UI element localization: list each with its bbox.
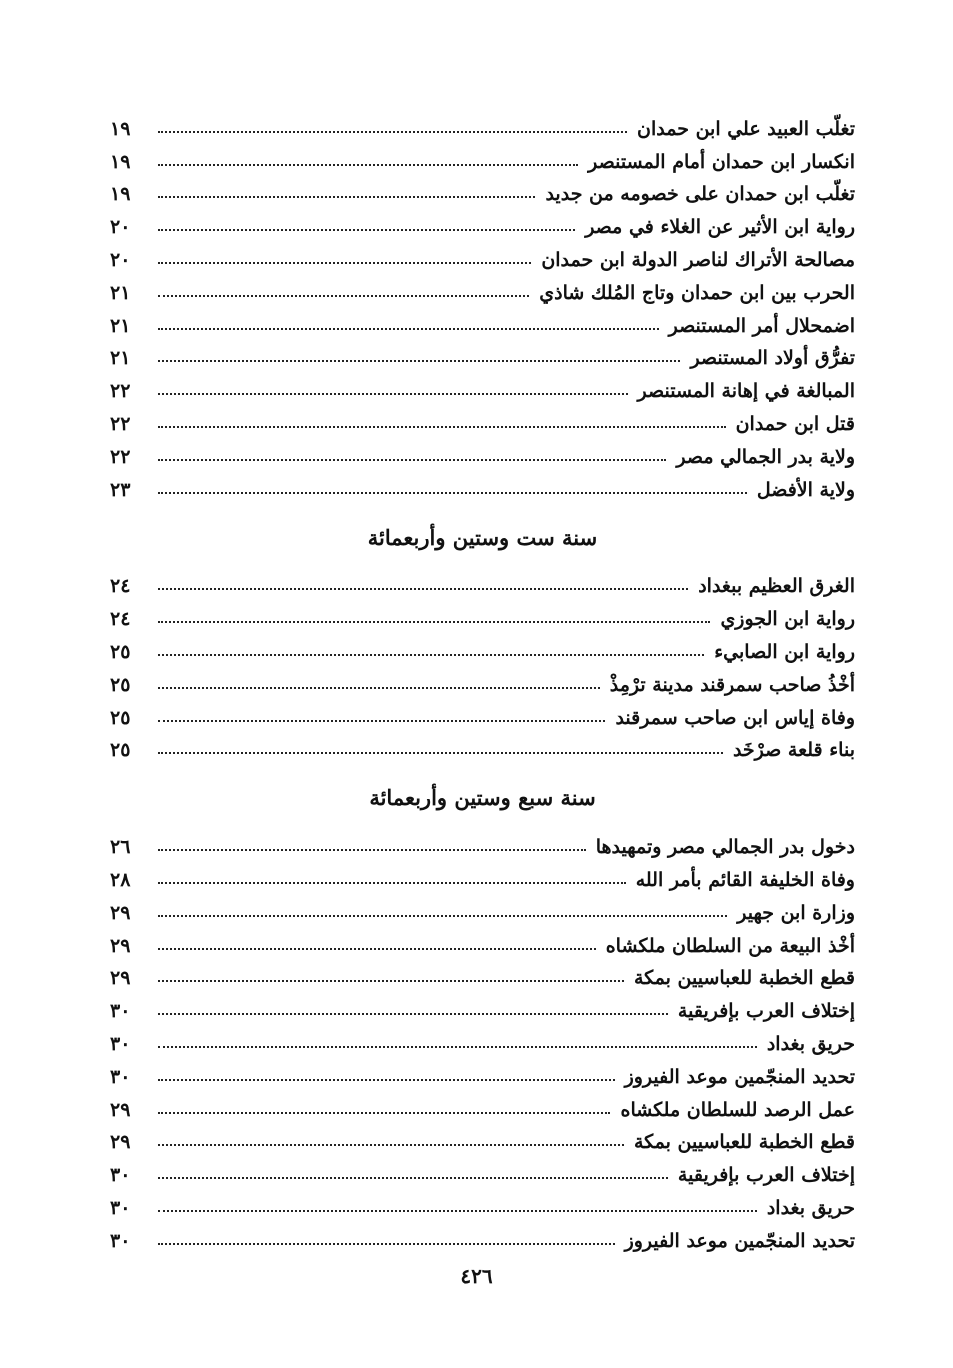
toc-entry-page: ٢٥	[110, 706, 131, 729]
toc-entry-page: ٢٨	[110, 868, 131, 891]
toc-entry-title: حريق بغداد	[766, 1196, 855, 1219]
toc-entry-page: ٣٠	[110, 1065, 131, 1088]
toc-entry-page: ٢٩	[110, 1131, 131, 1154]
toc-entry	[110, 1025, 855, 1058]
toc-entry	[110, 340, 855, 373]
toc-entry-page: ٢٠	[110, 216, 131, 239]
toc-dot-leader	[158, 196, 535, 198]
toc-dot-leader	[158, 1177, 668, 1179]
toc-entry-title: اضمحلال أمر المستنصر	[668, 314, 855, 337]
toc-entry-title: دخول بدر الجمالي مصر وتمهيدها	[595, 836, 855, 859]
toc-entry	[110, 143, 855, 176]
toc-entry-title: الغرق العظيم ببغداد	[698, 575, 855, 598]
toc-entry-page: ١٩	[110, 183, 131, 206]
toc-section	[110, 778, 855, 1254]
toc-entry-page: ٢٢	[110, 380, 131, 403]
toc-dot-leader	[158, 426, 726, 428]
toc-dot-leader	[158, 1112, 610, 1114]
toc-entry-title: حريق بغداد	[766, 1032, 855, 1055]
toc-section	[110, 518, 855, 765]
toc-dot-leader	[158, 1013, 668, 1015]
toc-entry-title: أخْذُ صاحب سمرقند مدينة ترْمِذْ	[609, 673, 855, 696]
toc-entry-title: رواية ابن الصابيء	[714, 640, 855, 663]
toc-entry-title: رواية ابن الأثير عن الغلاء في مصر	[585, 216, 855, 239]
toc-entry	[110, 274, 855, 307]
toc-entry-title: ولاية بدر الجمالي مصر	[676, 445, 855, 468]
toc-dot-leader	[158, 328, 659, 330]
toc-entry-title: بناء قلعة صرْخَد	[732, 739, 855, 762]
toc-dot-leader	[158, 720, 605, 722]
toc-entry	[110, 438, 855, 471]
toc-dot-leader	[158, 915, 727, 917]
toc-entry-title: تفرُّق أولاد المستنصر	[690, 347, 855, 370]
toc-entry	[110, 732, 855, 765]
toc-entry-title: تغلّب العبيد علي ابن حمدان	[637, 117, 855, 140]
toc-entry	[110, 600, 855, 633]
toc-dot-leader	[158, 492, 747, 494]
toc-entry-page: ٢١	[110, 347, 131, 370]
toc-dot-leader	[158, 1243, 615, 1245]
toc-dot-leader	[158, 882, 626, 884]
table-of-contents	[110, 110, 855, 1255]
toc-entry-title: إختلاف العرب بإفريقية	[677, 1164, 855, 1187]
toc-entry-title: المبالغة في إهانة المستنصر	[637, 380, 855, 403]
toc-entry	[110, 666, 855, 699]
toc-entry-page: ٢١	[110, 314, 131, 337]
toc-dot-leader	[158, 752, 723, 754]
toc-dot-leader	[158, 459, 666, 461]
toc-entry-page: ٢٣	[110, 478, 131, 501]
toc-entry	[110, 110, 855, 143]
toc-entry	[110, 1058, 855, 1091]
toc-entry	[110, 927, 855, 960]
toc-entry	[110, 1222, 855, 1255]
toc-dot-leader	[158, 1144, 624, 1146]
toc-entry-title: إختلاف العرب بإفريقية	[677, 1000, 855, 1023]
toc-entry	[110, 828, 855, 861]
toc-entry-page: ٣٠	[110, 1164, 131, 1187]
toc-entry-title: الحرب بين ابن حمدان وتاج المُلك شاذي	[539, 281, 855, 304]
toc-entry-page: ٢١	[110, 281, 131, 304]
toc-entry-page: ٢٥	[110, 640, 131, 663]
toc-entry	[110, 960, 855, 993]
toc-entry	[110, 372, 855, 405]
toc-entry-title: انكسار ابن حمدان أمام المستنصر	[588, 150, 855, 173]
toc-entry-title: تغلّب ابن حمدان على خصومه من جديد	[545, 183, 855, 206]
toc-entry-title: أخْذ البيعة من السلطان ملكشاه	[605, 934, 855, 957]
toc-entry	[110, 1156, 855, 1189]
toc-entry-page: ٢٩	[110, 901, 131, 924]
toc-entry-page: ٢٩	[110, 934, 131, 957]
toc-section	[110, 110, 855, 504]
toc-entry-title: تحديد المنجّمين موعد الفيروز	[624, 1229, 855, 1252]
toc-dot-leader	[158, 588, 688, 590]
toc-entry-page: ١٩	[110, 150, 131, 173]
toc-entry-page: ٢٢	[110, 412, 131, 435]
toc-dot-leader	[158, 1079, 615, 1081]
toc-dot-leader	[158, 948, 596, 950]
toc-entry-page: ٢٤	[110, 575, 131, 598]
toc-entry-title: رواية ابن الجوزي	[720, 608, 855, 631]
toc-dot-leader	[158, 687, 600, 689]
toc-entry	[110, 633, 855, 666]
toc-entry-title: عمل الرصد للسلطان ملكشاه	[620, 1098, 855, 1121]
toc-entry-page: ٢٩	[110, 967, 131, 990]
toc-entry	[110, 861, 855, 894]
toc-entry	[110, 176, 855, 209]
toc-dot-leader	[158, 229, 575, 231]
toc-dot-leader	[158, 131, 627, 133]
toc-dot-leader	[158, 621, 710, 623]
toc-dot-leader	[158, 980, 624, 982]
toc-entry-title: ولاية الأفضل	[756, 478, 855, 501]
toc-dot-leader	[158, 164, 578, 166]
toc-entry-page: ٢٥	[110, 739, 131, 762]
toc-entry	[110, 241, 855, 274]
toc-dot-leader	[158, 1046, 757, 1048]
toc-entry-page: ٢٥	[110, 673, 131, 696]
toc-dot-leader	[158, 360, 680, 362]
toc-entry-title: قتل ابن حمدان	[735, 412, 855, 435]
toc-entry-title: وفاة الخليفة القائم بأمر الله	[635, 868, 855, 891]
toc-dot-leader	[158, 295, 529, 297]
toc-entry-title: تحديد المنجّمين موعد الفيروز	[624, 1065, 855, 1088]
toc-entry	[110, 208, 855, 241]
toc-entry-page: ٣٠	[110, 1196, 131, 1219]
section-heading: سنة ست وستين وأربعمائة	[367, 524, 598, 550]
page-number: ٤٢٦	[460, 1264, 493, 1288]
toc-entry-page: ٢٦	[110, 836, 131, 859]
toc-dot-leader	[158, 654, 704, 656]
toc-dot-leader	[158, 262, 531, 264]
toc-entry	[110, 405, 855, 438]
toc-entry-page: ٣٠	[110, 1032, 131, 1055]
toc-entry-title: وفاة إياس ابن صاحب سمرقند	[615, 706, 855, 729]
toc-entry	[110, 1124, 855, 1157]
toc-entry-page: ١٩	[110, 117, 131, 140]
toc-dot-leader	[158, 1210, 757, 1212]
toc-entry-page: ٢٩	[110, 1098, 131, 1121]
toc-entry	[110, 307, 855, 340]
toc-entry-page: ٣٠	[110, 1000, 131, 1023]
toc-entry-title: قطع الخطبة للعباسيين بمكة	[633, 967, 855, 990]
toc-entry-page: ٢٢	[110, 445, 131, 468]
toc-entry-page: ٣٠	[110, 1229, 131, 1252]
toc-entry-page: ٢٤	[110, 608, 131, 631]
toc-dot-leader	[158, 393, 628, 395]
toc-entry-title: مصالحة الأتراك لناصر الدولة ابن حمدان	[541, 248, 855, 271]
toc-entry	[110, 471, 855, 504]
toc-entry-page: ٢٠	[110, 248, 131, 271]
toc-entry	[110, 894, 855, 927]
section-heading: سنة سبع وستين وأربعمائة	[369, 785, 596, 811]
toc-entry	[110, 1189, 855, 1222]
toc-entry	[110, 1091, 855, 1124]
toc-entry-title: وزارة ابن جهير	[737, 901, 855, 924]
toc-entry-title: قطع الخطبة للعباسيين بمكة	[633, 1131, 855, 1154]
toc-dot-leader	[158, 849, 586, 851]
toc-entry	[110, 992, 855, 1025]
toc-entry	[110, 699, 855, 732]
toc-entry	[110, 568, 855, 601]
